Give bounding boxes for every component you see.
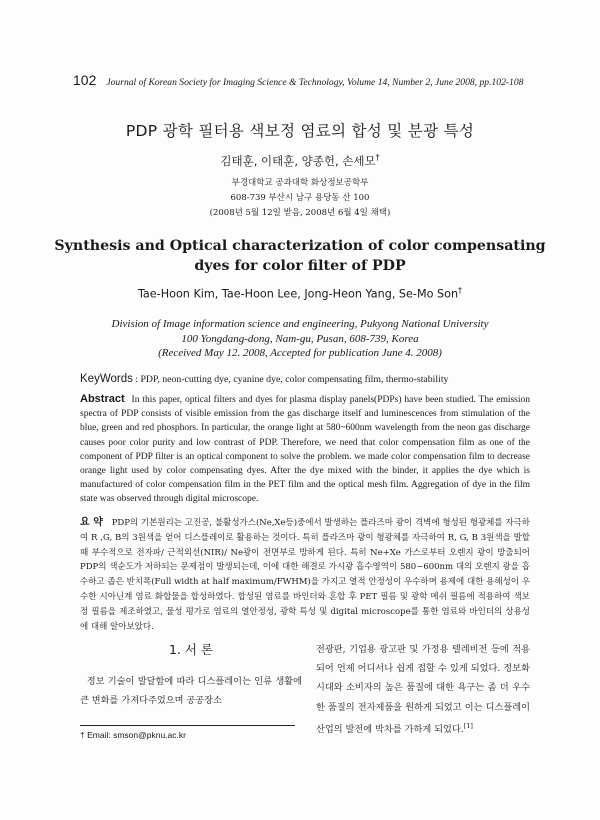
english-affiliation-line: 100 Yongdang-dong, Nam-gu, Pusan, 608-739, Korea [181, 332, 419, 345]
running-head [73, 72, 543, 90]
english-title-line: dyes for color filter of PDP [194, 258, 406, 274]
abstract-text: In this paper, optical filters and dyes for plasma display panels(PDPs) have been studied. The emission spectra of PDP consists of visible emission from the gas discharge itself and luminescences from stimulation of the blue, green and red phosphors. In particular, the orange light at 580~600nm wavelength from the neon gas discharge causes poor color purity and low contrast of PDP. Therefore, we need that color compensation film as one of the component of PDP filter is an optical component to solve the problem. we made color compensation film to decrease orange light used by color compensating dyes. After the dye mixed with the binder, it applies the dye which is manufactured of color compensation film in the PET film and the optical mesh film. Aggregation of dye in the film state was observed through digital microscope. [80, 395, 531, 505]
citation-ref: [1] [463, 721, 473, 730]
english-affiliation-line: Division of Image information science and engineering, Pukyong National University [111, 318, 489, 330]
intro-text-left [80, 672, 302, 710]
english-title-line: Synthesis and Optical characterization of color compensating [54, 238, 546, 254]
footnote [80, 730, 300, 740]
korean-author-names: 김태훈, 이태훈, 양종헌, 손세모 [220, 154, 376, 168]
korean-abstract [80, 516, 530, 634]
abstract [80, 392, 530, 507]
korean-title: PDP 광학 필터용 색보정 염료의 합성 및 분광 특성 [125, 122, 475, 140]
footnote-divider [80, 725, 295, 726]
journal-citation: Journal of Korean Society for Imaging Science & Technology, Volume 14, Number 2, June 2008, pp.102-108 [106, 77, 524, 88]
korean-abstract-text: PDP의 기본원리는 고진공, 불활성가스(Ne,Xe등)중에서 발생하는 플라즈마 광이 격벽에 형성된 형광체를 자극하여 R ,G, B의 3원색을 얻어 디스플레이로 활용하는 것이다. 특히 플라즈마 광이 형광체를 자극하여 R, G, B 3원색을 발할 때 부수적으로 전자파/ 근적외선(NIR)/ Ne광이 전면부로 방하게 된다. 특히 Ne+Xe 가스로부터 오렌지 광이 방출되어 PDP의 색순도가 저하되는 문제점이 발생되는데, 이에 대한 해결로 가시광 흡수영역이 580~600nm 대의 오렌지 광을 흡수하고 좁은 반치폭(Full width at half maximum/FWHM)을 가지고 열적 안정성이 우수하며 용제에 대한 용해성이 우수한 시아닌계 염료 화합물을 합성하였다. 합성된 염료를 바인더와 혼합 후 PET 필름 및 광학 메쉬 필름에 적용하여 색보정 필름을 제조하였고, 물성 평가로 염료의 열안정성, 광학 특성 및 digital microscope를 통한 염료와 바인더의 상용성에 대해 알아보았다. [80, 518, 531, 632]
korean-authors [0, 153, 600, 169]
english-affiliation-line: (Received May 12. 2008, Accepted for publication June 4. 2008) [158, 347, 442, 359]
right-column [316, 640, 530, 739]
korean-affiliation [0, 176, 600, 221]
korean-corresponding-mark: † [375, 153, 380, 163]
left-column [80, 640, 302, 710]
korean-affiliation-line: 부경대학교 공과대학 화상정보공학부 [231, 178, 369, 188]
korean-abstract-label: 요 약 [80, 517, 103, 528]
english-corresponding-mark: † [458, 286, 463, 295]
korean-affiliation-line: 608-739 부산시 남구 용당동 산 100 [230, 193, 370, 203]
section-heading: 1. 서 론 [168, 642, 214, 657]
english-authors [0, 286, 600, 301]
abstract-label: Abstract [80, 393, 125, 405]
footnote-email: Email: smson@pknu.ac.kr [87, 730, 186, 740]
keywords-label: KeyWords [80, 373, 133, 385]
english-author-names: Tae-Hoon Kim, Tae-Hoon Lee, Jong-Heon Yang, Se-Mo Son [137, 287, 459, 301]
page-number: 102 [73, 72, 97, 88]
intro-left-paragraph: 정보 기술이 발달함에 따라 디스플레이는 인류 생활에 큰 변화를 가져다주었으며 공공장소 [80, 676, 302, 706]
footnote-mark: † [80, 730, 85, 740]
english-title [0, 236, 600, 276]
keywords [80, 373, 540, 385]
keywords-text: : PDP, neon-cutting dye, cyanine dye, color compensating film, thermo-stability [132, 374, 449, 385]
korean-affiliation-line: (2008년 5월 12일 받음, 2008년 6월 4일 채택) [209, 208, 391, 218]
english-affiliation [0, 317, 600, 361]
intro-right-paragraph: 전광판, 기업용 광고판 및 가정용 텔레비전 등에 적용되어 언제 어디서나 쉽게 접할 수 있게 되었다. 정보화 시대와 소비자의 높은 품질에 대한 욕구는 좀 더 우수한 품질의 전자제품을 원하게 되었고 이는 디스플레이 산업의 발전에 박차를 가하게 되었다. [316, 644, 530, 735]
